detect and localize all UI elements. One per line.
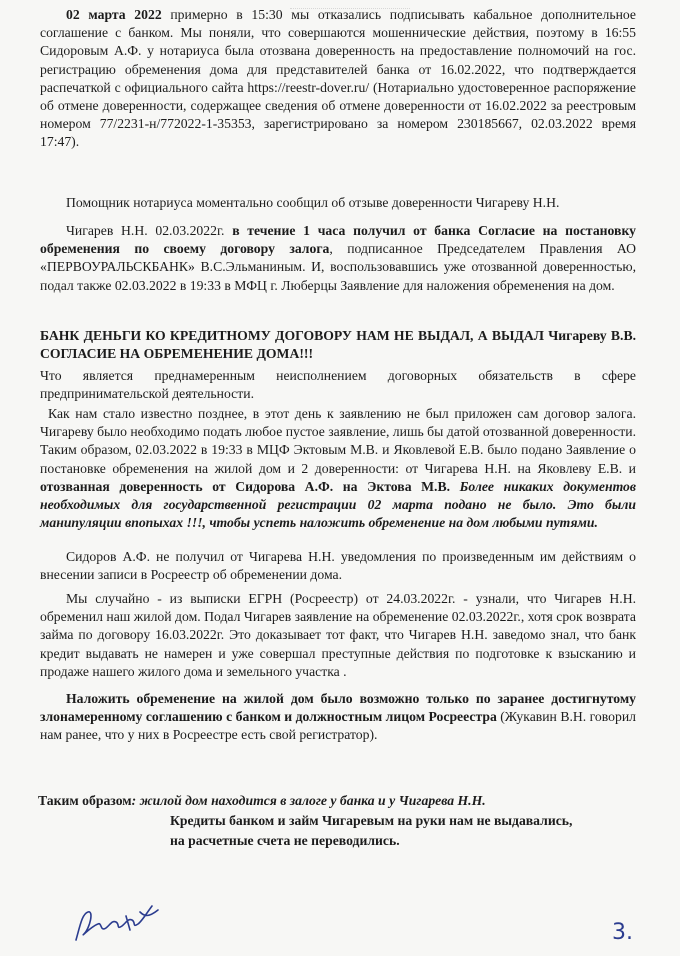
- paragraph-pledge: Как нам стало известно позднее, в этот день к заявлению не был приложен сам договор залога. Чигареву было необходимо подать любое пустое заявление, лишь бы датой отозванной доверенности. Таким образом, 02.03.2022 в 19:33 в МЦФ Эктовым М.В. и Яковлевой Е.В. было подано Заявление о постановке обременения на жилой дом и 2 доверенности: от Чигарева Н.Н. на Яковлеву Е.В. и отозванная доверенность от Сидорова А.Ф. на Эктова М.В. Более никаких документов необходимых для государственной регистрации 02 марта подано не было. Это были манипуляции впопыхах !!!, чтобы успеть наложить обременение на дом любыми путями.: [40, 406, 637, 531]
- summary-line-3: на расчетные счета не переводились.: [170, 833, 400, 848]
- emphasis-manipulation: Более никаких документов необходимых для государственной регистрации 02 марта подано не было. Это были манипуляции впопыхах !!!, чтобы успеть наложить обременение на дом любыми путями.: [40, 478, 637, 531]
- page-number: 3.: [612, 920, 633, 945]
- paragraph-march-2: [40, 6, 636, 152]
- paragraph-date: 02 марта 2022: [66, 7, 162, 22]
- summary-block: [38, 791, 638, 851]
- emphasis-agreement: Наложить обременение на жилой дом было возможно только по заранее достигнутому злонамеренному соглашению с банком и должностным лицом Росреестра: [40, 691, 636, 725]
- emphasis-revoked-power: отозванная доверенность от Сидорова А.Ф. на Эктова М.В.: [40, 478, 451, 494]
- paragraph-egrn: Мы случайно - из выписки ЕГРН (Росреестр) от 24.03.2022г. - узнали, что Чигарев Н.Н. обременил наш жилой дом. Подал Чигарев заявление на обременение 02.03.2022г., хотя срок возврата займа по договору 16.03.2022г. Это доказывает тот факт, что Чигарев Н.Н. заведомо знал, что банк кредит выдавать не намерен и уже совершал преступные действия по подготовке к взысканию и продаже нашего жилого дома и земельного участка .: [40, 591, 636, 679]
- handwritten-signature: [68, 896, 168, 946]
- paragraph-bank-consent: Чигарев Н.Н. 02.03.2022г. в течение 1 часа получил от банка Согласие на постановку обременения по своему договору залога, подписанное Председателем Правления АО «ПЕРВОУРАЛЬСКБАНК» В.С.Эльманиным. И, воспользовавшись уже отозванной доверенностью, подал также 02.03.2022 в 19:33 в МФЦ г. Люберцы Заявление для наложения обременения на дом.: [40, 223, 636, 293]
- paragraph-notary-assistant: Помощник нотариуса моментально сообщил об отзыве доверенности Чигареву Н.Н.: [66, 195, 560, 210]
- paragraph-text: примерно в 15:30 мы отказались подписывать кабальное дополнительное соглашение с банком. Мы поняли, что совершаются мошеннические действия, поэтому в 16:55 Сидоровым А.Ф. у нотариуса была отозвана доверенность на предоставление полномочий на гос. регистрацию обременения дома для представителей банка от 16.02.2022, что подтверждается распечаткой с официального сайта https://reestr-dover.ru/ (Нотариально удостоверенное распоряжение об отмене доверенности, содержащее сведения об отмене доверенности от 16.02.2022 за реестровым номером 77/2231-н/772022-1-35353, зарегистрировано за номером 230185667, 02.03.2022 время 17:47).: [40, 7, 636, 150]
- paragraph-conspiracy: Наложить обременение на жилой дом было возможно только по заранее достигнутому злонамеренному соглашению с банком и должностным лицом Росреестра (Жукавин В.Н. говорил нам ранее, что у них в Росреестре есть свой регистратор).: [40, 691, 636, 743]
- paragraph-breach: Что является преднамеренным неисполнением договорных обязательств в сфере предпринимательской деятельности.: [40, 368, 636, 402]
- paragraph-notification: Сидоров А.Ф. не получил от Чигарева Н.Н. уведомления по произведенным им действиям о внесении записи в Росреестр об обременении дома.: [40, 549, 636, 583]
- summary-line-1: Таким образом: жилой дом находится в залоге у банка и у Чигарева Н.Н.: [38, 793, 486, 808]
- summary-line-2: Кредиты банком и займ Чигаревым на руки нам не выдавались,: [170, 813, 573, 828]
- emphasis-consent: в течение 1 часа получил от банка Согласие на постановку обременения по своему договору залога: [40, 223, 636, 257]
- section-heading: БАНК ДЕНЬГИ КО КРЕДИТНОМУ ДОГОВОРУ НАМ НЕ ВЫДАЛ, А ВЫДАЛ Чигареву В.В. СОГЛАСИЕ НА ОБРЕМЕНЕНИЕ ДОМА!!!: [40, 328, 636, 362]
